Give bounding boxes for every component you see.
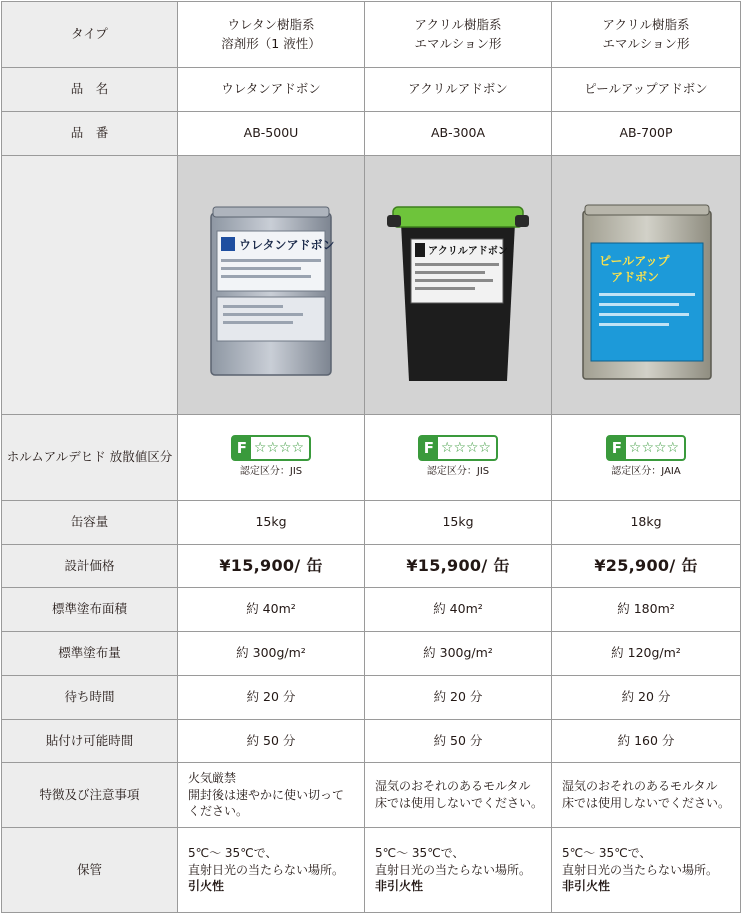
label-formaldehyde-line1: ホルムアルデヒド bbox=[6, 449, 106, 465]
product-number-3: AB-700P bbox=[552, 112, 741, 156]
features-line1: 湿気のおそれのあるモルタル bbox=[562, 779, 718, 794]
type-line2: エマルション形 bbox=[602, 35, 690, 51]
price-3: ¥25,900/ 缶 bbox=[552, 545, 741, 588]
features-line1: 火気厳禁 bbox=[188, 770, 237, 785]
f-mark-icon: F bbox=[608, 437, 626, 459]
label-coverage-amount: 標準塗布量 bbox=[2, 632, 178, 676]
label-working-time: 貼付け可能時間 bbox=[2, 720, 178, 763]
label-number-text: 品 番 bbox=[70, 125, 109, 141]
label-number bbox=[2, 112, 178, 156]
row-formaldehyde bbox=[2, 415, 741, 501]
type-line1: アクリル樹脂系 bbox=[414, 17, 502, 33]
f-mark-icon: F bbox=[420, 437, 438, 459]
row-type bbox=[2, 2, 741, 68]
row-storage bbox=[2, 828, 741, 913]
features-line2: 床では使用しないでください。 bbox=[375, 796, 544, 810]
product-number-2: AB-300A bbox=[365, 112, 552, 156]
features-line1: 湿気のおそれのあるモルタル bbox=[375, 779, 531, 794]
storage-line3: 引火性 bbox=[188, 879, 225, 894]
coverage-amount-1: 約 300g/m² bbox=[178, 632, 365, 676]
features-2 bbox=[365, 763, 552, 828]
acrylic-bucket-image bbox=[383, 185, 533, 385]
storage-line2: 直射日光の当たらない場所。 bbox=[188, 862, 345, 877]
label-capacity: 缶容量 bbox=[2, 501, 178, 545]
row-image bbox=[2, 156, 741, 415]
peelup-can-image bbox=[571, 185, 721, 385]
f-star-mark bbox=[231, 435, 311, 461]
star-icon: ☆☆☆☆ bbox=[628, 440, 680, 457]
capacity-1: 15kg bbox=[178, 501, 365, 545]
storage-2 bbox=[365, 828, 552, 913]
type-line2: 溶剤形（1 液性） bbox=[221, 35, 321, 51]
row-number bbox=[2, 112, 741, 156]
working-time-3: 約 160 分 bbox=[552, 720, 741, 763]
peelup-label-line2: アドボン bbox=[611, 270, 660, 284]
urethane-can-image bbox=[191, 185, 351, 385]
formaldehyde-cell-3 bbox=[552, 415, 741, 501]
row-capacity bbox=[2, 501, 741, 545]
price-2: ¥15,900/ 缶 bbox=[365, 545, 552, 588]
storage-line1: 5℃～ 35℃で、 bbox=[562, 845, 652, 860]
label-price: 設計価格 bbox=[2, 545, 178, 588]
storage-1 bbox=[178, 828, 365, 913]
features-line2: 開封後は速やかに使い切って bbox=[188, 787, 345, 802]
capacity-2: 15kg bbox=[365, 501, 552, 545]
coverage-area-1: 約 40m² bbox=[178, 588, 365, 632]
label-formaldehyde bbox=[2, 415, 178, 501]
type-line1: アクリル樹脂系 bbox=[602, 17, 690, 33]
bucket-label-text: アクリルアドボン bbox=[428, 246, 508, 257]
row-coverage-area bbox=[2, 588, 741, 632]
peelup-label-line1: ピールアップ bbox=[599, 254, 670, 268]
product-spec-table bbox=[1, 1, 741, 913]
storage-3 bbox=[552, 828, 741, 913]
row-features bbox=[2, 763, 741, 828]
product-name-3: ピールアップアドボン bbox=[552, 68, 741, 112]
row-price bbox=[2, 545, 741, 588]
working-time-1: 約 50 分 bbox=[178, 720, 365, 763]
formaldehyde-cell-2 bbox=[365, 415, 552, 501]
storage-line2: 直射日光の当たらない場所。 bbox=[375, 862, 532, 877]
storage-line2: 直射日光の当たらない場所。 bbox=[562, 862, 719, 877]
features-line2: 床では使用しないでください。 bbox=[562, 796, 731, 810]
coverage-amount-3: 約 120g/m² bbox=[552, 632, 741, 676]
row-name bbox=[2, 68, 741, 112]
label-features: 特徴及び注意事項 bbox=[2, 763, 178, 828]
label-wait-time: 待ち時間 bbox=[2, 676, 178, 720]
features-1 bbox=[178, 763, 365, 828]
label-image-empty bbox=[2, 156, 178, 415]
row-working-time bbox=[2, 720, 741, 763]
features-3 bbox=[552, 763, 741, 828]
product-image-1 bbox=[178, 156, 365, 415]
label-name bbox=[2, 68, 178, 112]
type-cell-2 bbox=[365, 2, 552, 68]
price-1: ¥15,900/ 缶 bbox=[178, 545, 365, 588]
f-mark-icon: F bbox=[233, 437, 251, 459]
formaldehyde-cell-1 bbox=[178, 415, 365, 501]
wait-time-2: 約 20 分 bbox=[365, 676, 552, 720]
certification-text: 認定区分：JIS bbox=[239, 466, 303, 478]
star-icon: ☆☆☆☆ bbox=[440, 440, 492, 457]
type-cell-3 bbox=[552, 2, 741, 68]
coverage-area-2: 約 40m² bbox=[365, 588, 552, 632]
f-star-mark bbox=[418, 435, 498, 461]
type-cell-1 bbox=[178, 2, 365, 68]
wait-time-1: 約 20 分 bbox=[178, 676, 365, 720]
type-line2: エマルション形 bbox=[414, 35, 502, 51]
wait-time-3: 約 20 分 bbox=[552, 676, 741, 720]
row-wait-time bbox=[2, 676, 741, 720]
working-time-2: 約 50 分 bbox=[365, 720, 552, 763]
star-icon: ☆☆☆☆ bbox=[253, 440, 305, 457]
coverage-amount-2: 約 300g/m² bbox=[365, 632, 552, 676]
capacity-3: 18kg bbox=[552, 501, 741, 545]
label-name-text: 品 名 bbox=[70, 81, 109, 97]
row-coverage-amount bbox=[2, 632, 741, 676]
features-line3: ください。 bbox=[188, 804, 249, 819]
product-image-3 bbox=[552, 156, 741, 415]
product-image-2 bbox=[365, 156, 552, 415]
type-line1: ウレタン樹脂系 bbox=[227, 17, 315, 33]
storage-line1: 5℃～ 35℃で、 bbox=[188, 845, 278, 860]
storage-line1: 5℃～ 35℃で、 bbox=[375, 845, 465, 860]
label-storage: 保管 bbox=[2, 828, 178, 913]
coverage-area-3: 約 180m² bbox=[552, 588, 741, 632]
label-formaldehyde-line2: 放散値区分 bbox=[109, 449, 173, 465]
label-coverage-area: 標準塗布面積 bbox=[2, 588, 178, 632]
storage-line3: 非引火性 bbox=[562, 879, 611, 894]
product-name-1: ウレタンアドボン bbox=[178, 68, 365, 112]
product-number-1: AB-500U bbox=[178, 112, 365, 156]
can-label-text: ウレタンアドボン bbox=[239, 238, 335, 252]
product-name-2: アクリルアドボン bbox=[365, 68, 552, 112]
storage-line3: 非引火性 bbox=[375, 879, 424, 894]
certification-text: 認定区分：JAIA bbox=[611, 466, 681, 478]
label-type: タイプ bbox=[2, 2, 178, 68]
certification-text: 認定区分：JIS bbox=[426, 466, 490, 478]
f-star-mark bbox=[606, 435, 686, 461]
